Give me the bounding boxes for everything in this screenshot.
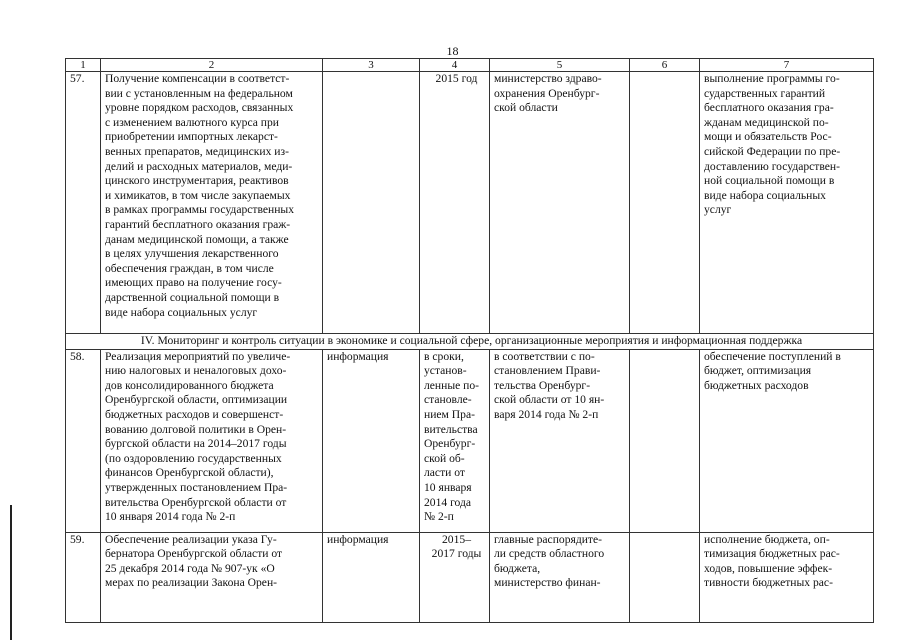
measure-cell: Реализация мероприятий по увеличе- нию налоговых и неналоговых дохо- дов консолидированного бюджета Оренбургской области, оптимизации бюджетных расходов и совершенст- вованию долговой политики в Орен- бургской области на 2014–2017 годы (по оздоровлению государственных финансов Оренбургской области), утвержденных постановлением Пра- вительства Оренбургской области от 10 января 2014 года № 2-п [101, 349, 323, 532]
page-number: 18 [446, 44, 459, 58]
result-cell: исполнение бюджета, оп- тимизация бюджетных рас- ходов, повышение эффек- тивности бюджетных рас- [700, 532, 874, 622]
responsible-cell: министерство здраво- охранения Оренбург- ской области [490, 72, 630, 334]
document-cell [323, 72, 420, 334]
column-number: 1 [66, 59, 101, 72]
row-number: 57. [66, 72, 101, 334]
column-number: 4 [420, 59, 490, 72]
deadline-cell: в сроки, установ- ленные по- становле- нием Пра- вительства Оренбург- ской об- ласти от 10 января 2014 года № 2-п [420, 349, 490, 532]
deadline-cell: 2015 год [420, 72, 490, 334]
responsible-cell: в соответствии с по- становлением Прави- тельства Оренбург- ской области от 10 ян- варя 2014 года № 2-п [490, 349, 630, 532]
document-cell: информация [323, 532, 420, 622]
volume-cell [630, 349, 700, 532]
scan-edge-mark [10, 505, 12, 640]
row-number: 58. [66, 349, 101, 532]
result-cell: выполнение программы го- сударственных гарантий бесплатного оказания гра- жданам медицинской по- мощи и обязательств Рос- сийской Федерации по пре- доставлению государствен- ной социальной помощи в виде набора социальных услуг [700, 72, 874, 334]
row-number: 59. [66, 532, 101, 622]
measure-cell: Получение компенсации в соответст- вии с установленным на федеральном уровне порядком расходов, связанных с изменением валютного курса при приобретении импортных лекарст- венных препаратов, медицинских из- делий и расходных материалов, меди- цинского инструментария, реактивов и химикатов, в том числе закупаемых в рамках программы государственных гарантий бесплатного оказания граж- данам медицинской помощи, а также в целях улучшения лекарственного обеспечения граждан, в том числе имеющих право на получение госу- дарственной социальной помощи в виде набора социальных услуг [101, 72, 323, 334]
document-cell: информация [323, 349, 420, 532]
volume-cell [630, 532, 700, 622]
measure-cell: Обеспечение реализации указа Гу- бернатора Оренбургской области от 25 декабря 2014 года № 907-ук «О мерах по реализации Закона Орен- [101, 532, 323, 622]
responsible-cell: главные распорядите- ли средств областного бюджета, министерство финан- [490, 532, 630, 622]
column-number: 3 [323, 59, 420, 72]
table-row [66, 532, 874, 622]
result-cell: обеспечение поступлений в бюджет, оптимизация бюджетных расходов [700, 349, 874, 532]
column-number: 5 [490, 59, 630, 72]
column-number-row [66, 59, 874, 72]
column-number: 7 [700, 59, 874, 72]
deadline-cell: 2015– 2017 годы [420, 532, 490, 622]
measures-table [65, 58, 874, 623]
table-row [66, 72, 874, 334]
column-number: 2 [101, 59, 323, 72]
column-number: 6 [630, 59, 700, 72]
section-heading: IV. Мониторинг и контроль ситуации в экономике и социальной сфере, организационные мероприятия и информационная поддержка [66, 334, 874, 350]
volume-cell [630, 72, 700, 334]
table-row [66, 349, 874, 532]
section-row [66, 334, 874, 350]
